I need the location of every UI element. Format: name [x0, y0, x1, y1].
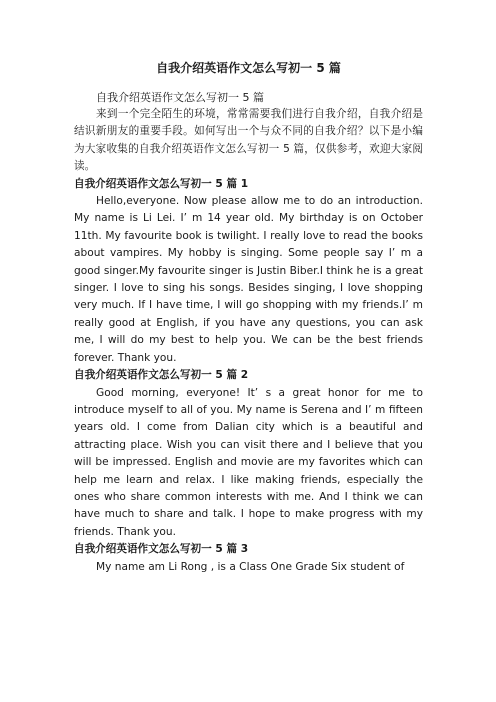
section-heading: 自我介绍英语作文怎么写初一 5 篇 1 — [74, 177, 249, 190]
essay-section-3 — [74, 541, 423, 576]
section-body: Hello,everyone. Now please allow me to do an introduction. My name is Li Lei. I’ m 14 year old. My birthday is on October 11th. My favourite book is twilight. I really love to read the books about vampires. My hobby is singing. Some people say I’ m a good singer.My favourite singer is Justin Biber.I think he is a great singer. I love to sing his songs. Besides singing, I love shopping very much. If I have time, I will go shopping with my friends.I’ m really good at English, if you have any questions, you can ask me, I will do my best to help you. We can be the best friends forever. Thank you. — [74, 195, 423, 364]
document-title: 自我介绍英语作文怎么写初一 5 篇 — [156, 61, 341, 75]
essay-section-1 — [74, 176, 423, 367]
section-heading: 自我介绍英语作文怎么写初一 5 篇 3 — [74, 543, 249, 556]
section-heading: 自我介绍英语作文怎么写初一 5 篇 2 — [74, 369, 249, 382]
intro-paragraph: 来到一个完全陌生的环境，常常需要我们进行自我介绍，自我介绍是结识新朋友的重要手段。如何写出一个与众不同的自我介绍？以下是小编为大家收集的自我介绍英语作文怎么写初一 5 篇，仅供参考，欢迎大家阅读。 — [74, 108, 423, 173]
document-page — [74, 60, 423, 576]
essay-section-2 — [74, 367, 423, 541]
section-body: My name am Li Rong , is a Class One Grade Six student of — [96, 560, 405, 573]
section-body: Good morning, everyone! It’ s a great honor for me to introduce myself to all of you. My name is Serena and I’ m fifteen years old. I come from Dalian city which is a beautiful and attracting place. Wish you can visit there and I believe that you will be impressed. English and movie are my favorites which can help me learn and relax. I like making friends, especially the ones who share common interests with me. And I think we can have much to share and talk. I hope to make progress with my friends. Thank you. — [74, 386, 423, 538]
document-subtitle: 自我介绍英语作文怎么写初一 5 篇 — [96, 91, 264, 104]
